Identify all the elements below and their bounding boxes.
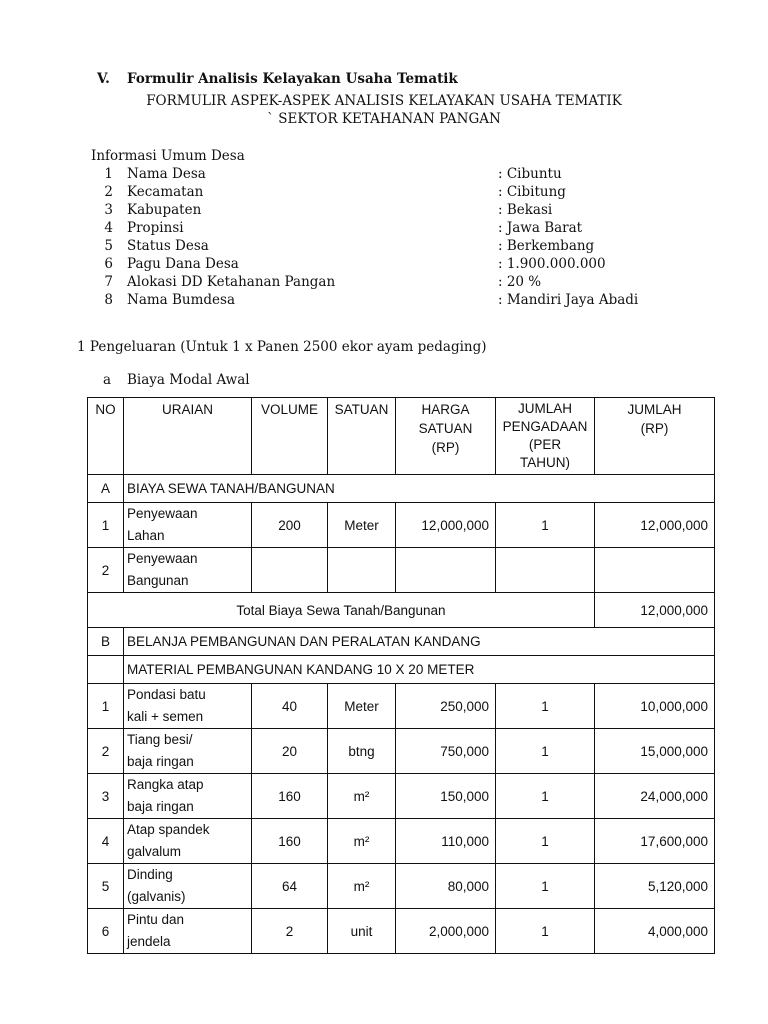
- section-title: Formulir Analisis Kelayakan Usaha Tematik: [127, 71, 458, 87]
- col-header-satuan: SATUAN: [328, 398, 396, 475]
- cell-pengadaan: 1: [496, 774, 595, 819]
- col-header-pengadaan: [496, 398, 595, 475]
- section-number: V.: [97, 71, 110, 87]
- cell-uraian: [124, 774, 252, 819]
- cell-pengadaan: 1: [496, 729, 595, 774]
- total-label: Total Biaya Sewa Tanah/Bangunan: [88, 593, 595, 628]
- info-value: : Cibitung: [498, 184, 566, 200]
- cell-volume: 64: [252, 864, 328, 909]
- section-row: [88, 475, 715, 503]
- cell-uraian-line: Rangka atap: [127, 777, 204, 792]
- cell-uraian-line: baja ringan: [127, 754, 194, 769]
- table-row: [88, 503, 715, 548]
- cell-uraian-line: Pondasi batu: [127, 687, 206, 702]
- sector-title: ` SEKTOR KETAHANAN PANGAN: [267, 111, 501, 127]
- section-title: BIAYA SEWA TANAH/BANGUNAN: [124, 475, 715, 503]
- cell-uraian-line: Lahan: [127, 528, 165, 543]
- info-num: 1: [104, 166, 113, 182]
- cell-satuan: [328, 548, 396, 593]
- cell-satuan: btng: [328, 729, 396, 774]
- cell-jumlah: 12,000,000: [595, 503, 715, 548]
- cell-jumlah: 24,000,000: [595, 774, 715, 819]
- cell-satuan: Meter: [328, 684, 396, 729]
- cell-pengadaan: 1: [496, 909, 595, 954]
- cell-jumlah: 10,000,000: [595, 684, 715, 729]
- col-header-jumlah-line: (RP): [640, 421, 669, 436]
- info-value: : 20 %: [498, 274, 542, 290]
- col-header-volume: VOLUME: [252, 398, 328, 475]
- cell-uraian-line: kali + semen: [127, 709, 204, 724]
- cell-uraian: [124, 684, 252, 729]
- cell-harga: 12,000,000: [396, 503, 496, 548]
- col-header-harga-line: (RP): [431, 440, 460, 455]
- info-value: : 1.900.000.000: [498, 256, 606, 272]
- cell-no: 5: [88, 864, 124, 909]
- cell-uraian-line: Penyewaan: [127, 551, 198, 566]
- info-value: : Jawa Barat: [498, 220, 583, 236]
- info-label: Alokasi DD Ketahanan Pangan: [127, 274, 336, 290]
- sub-letter: a: [103, 372, 112, 388]
- cell-pengadaan: [496, 548, 595, 593]
- cell-no: 1: [88, 684, 124, 729]
- cell-harga: [396, 548, 496, 593]
- cell-uraian: [124, 503, 252, 548]
- table-row: [88, 729, 715, 774]
- subsection-title: MATERIAL PEMBANGUNAN KANDANG 10 X 20 METER: [124, 656, 715, 684]
- info-label: Kecamatan: [127, 184, 204, 200]
- table-row: [88, 774, 715, 819]
- cell-volume: 20: [252, 729, 328, 774]
- section-letter: A: [88, 475, 124, 503]
- info-value: : Berkembang: [498, 238, 595, 254]
- cell-jumlah: 15,000,000: [595, 729, 715, 774]
- col-header-pengadaan-line: PENGADAAN: [502, 419, 588, 434]
- table-row: [88, 909, 715, 954]
- cell-harga: 80,000: [396, 864, 496, 909]
- cell-volume: 160: [252, 819, 328, 864]
- info-num: 7: [104, 274, 113, 290]
- table-header-row: [88, 398, 715, 475]
- cell-volume: 2: [252, 909, 328, 954]
- cell-uraian-line: Bangunan: [127, 573, 189, 588]
- info-label: Nama Desa: [127, 166, 206, 182]
- table-row: [88, 864, 715, 909]
- col-header-harga-line: SATUAN: [418, 421, 473, 436]
- cell-uraian: [124, 909, 252, 954]
- cell-harga: 750,000: [396, 729, 496, 774]
- cell-no: 1: [88, 503, 124, 548]
- cell-no: 3: [88, 774, 124, 819]
- cell-harga: 150,000: [396, 774, 496, 819]
- table-row: [88, 819, 715, 864]
- cell-no: 4: [88, 819, 124, 864]
- cell-uraian-line: Dinding: [127, 867, 173, 882]
- cell-satuan: Meter: [328, 503, 396, 548]
- cell-volume: 160: [252, 774, 328, 819]
- section-title: BELANJA PEMBANGUNAN DAN PERALATAN KANDANG: [124, 628, 715, 656]
- cell-uraian: [124, 864, 252, 909]
- cell-pengadaan: 1: [496, 819, 595, 864]
- cell-uraian: [124, 548, 252, 593]
- col-header-harga: [396, 398, 496, 475]
- form-title: FORMULIR ASPEK-ASPEK ANALISIS KELAYAKAN USAHA TEMATIK: [146, 93, 622, 109]
- cell-volume: [252, 548, 328, 593]
- cell-no: 2: [88, 729, 124, 774]
- cell-jumlah: [595, 548, 715, 593]
- cell-no: 6: [88, 909, 124, 954]
- col-header-no: NO: [88, 398, 124, 475]
- cell-no: 2: [88, 548, 124, 593]
- cell-harga: 2,000,000: [396, 909, 496, 954]
- info-label: Kabupaten: [127, 202, 202, 218]
- info-value: : Mandiri Jaya Abadi: [498, 292, 639, 308]
- total-value: 12,000,000: [595, 593, 715, 628]
- table-row: [88, 548, 715, 593]
- cell-uraian-line: Penyewaan: [127, 506, 198, 521]
- col-header-uraian: URAIAN: [124, 398, 252, 475]
- info-label: Nama Bumdesa: [127, 292, 236, 308]
- cell-uraian-line: jendela: [127, 934, 171, 949]
- info-label: Pagu Dana Desa: [127, 256, 239, 272]
- cell-satuan: m²: [328, 819, 396, 864]
- cell-volume: 40: [252, 684, 328, 729]
- cell-jumlah: 4,000,000: [595, 909, 715, 954]
- info-num: 4: [104, 220, 113, 236]
- col-header-pengadaan-line: (PER: [528, 437, 562, 452]
- expenses-heading: 1 Pengeluaran (Untuk 1 x Panen 2500 ekor ayam pedaging): [77, 339, 487, 355]
- cell-uraian-line: galvalum: [127, 844, 182, 859]
- section-letter: B: [88, 628, 124, 656]
- cell-jumlah: 17,600,000: [595, 819, 715, 864]
- info-num: 3: [104, 202, 113, 218]
- cell-uraian-line: (galvanis): [127, 889, 186, 904]
- cell-satuan: m²: [328, 774, 396, 819]
- cell-volume: 200: [252, 503, 328, 548]
- col-header-harga-line: HARGA: [421, 402, 470, 417]
- total-row: [88, 593, 715, 628]
- cell-uraian-line: Atap spandek: [127, 822, 210, 837]
- col-header-pengadaan-line: TAHUN): [520, 455, 570, 470]
- info-value: : Bekasi: [498, 202, 553, 218]
- cell-uraian-line: Tiang besi/: [127, 732, 193, 747]
- section-row: [88, 628, 715, 656]
- cell-pengadaan: 1: [496, 864, 595, 909]
- subsection-empty-cell: [88, 656, 124, 684]
- info-label: Status Desa: [127, 238, 209, 254]
- sub-title: Biaya Modal Awal: [127, 372, 250, 388]
- col-header-pengadaan-line: JUMLAH: [517, 401, 572, 416]
- col-header-jumlah: [595, 398, 715, 475]
- cell-satuan: m²: [328, 864, 396, 909]
- info-num: 6: [104, 256, 113, 272]
- table-row: [88, 684, 715, 729]
- info-list: [91, 166, 691, 316]
- info-num: 8: [104, 292, 113, 308]
- info-value: : Cibuntu: [498, 166, 562, 182]
- cell-uraian: [124, 819, 252, 864]
- cell-harga: 250,000: [396, 684, 496, 729]
- info-num: 2: [104, 184, 113, 200]
- info-num: 5: [104, 238, 113, 254]
- cell-pengadaan: 1: [496, 503, 595, 548]
- subsection-row: [88, 656, 715, 684]
- cell-pengadaan: 1: [496, 684, 595, 729]
- cell-uraian: [124, 729, 252, 774]
- cell-uraian-line: baja ringan: [127, 799, 194, 814]
- cell-harga: 110,000: [396, 819, 496, 864]
- info-label: Propinsi: [127, 220, 184, 236]
- cell-satuan: unit: [328, 909, 396, 954]
- cost-table: [87, 397, 715, 954]
- cell-jumlah: 5,120,000: [595, 864, 715, 909]
- cell-uraian-line: Pintu dan: [127, 912, 185, 927]
- col-header-jumlah-line: JUMLAH: [627, 402, 682, 417]
- info-heading: Informasi Umum Desa: [91, 148, 245, 164]
